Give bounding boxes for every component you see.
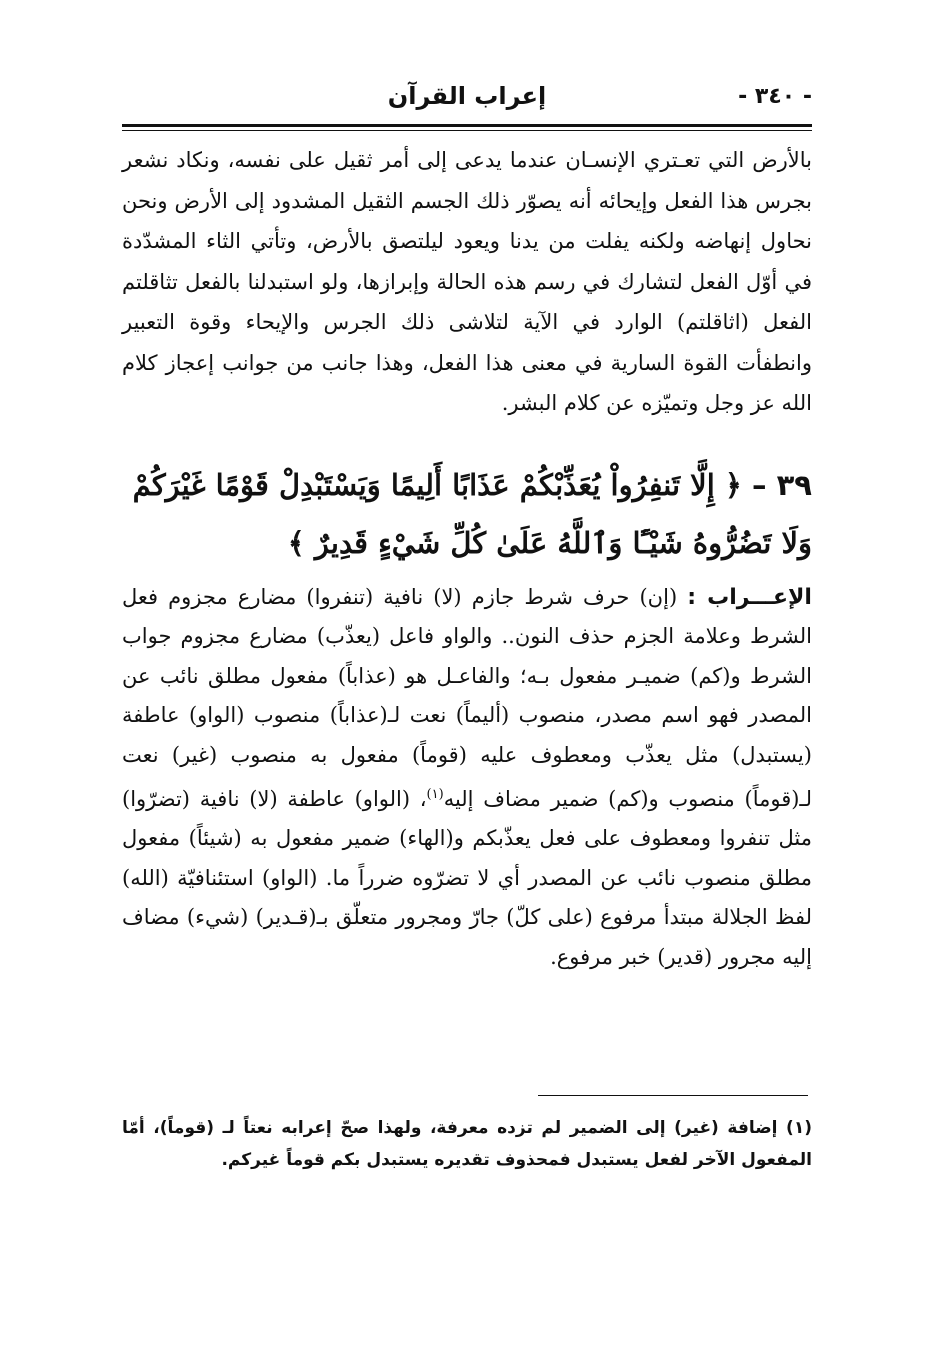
header-divider: [122, 124, 812, 127]
intro-paragraph: بالأرض التي تعـتري الإنسـان عندما يدعى إلى أمر ثقيل على نفسه، ونكاد نشعر بجرس هذا الفعل وإيحائه أنه يصوّر ذلك الجسم الثقيل المشدود إلى الأرض ونحن نحاول إنهاضه ولكنه يفلت من يدنا ويعود ليلتصق بالأرض، وتأتي الثاء المشدّدة في أوّل الفعل لتشارك في رسم هذه الحالة وإبرازها، ولو استبدلنا بالفعل تثاقلتم الفعل (اثاقلتم) الوارد في الآية لتلاشى ذلك الجرس والإيحاء وقوة التعبير وانطفأت القوة السارية في معنى هذا الفعل، وهذا جانب من جوانب إعجاز كلام الله عز وجل وتميّزه عن كلام البشر.: [122, 148, 812, 415]
irab-text: (إن) حرف شرط جازم (لا) نافية (تنفروا) مضارع مجزوم فعل الشرط وعلامة الجزم حذف النون.. والواو فاعل (يعذّب) مضارع مجزوم جواب الشرط و(كم) ضميـر مفعول بـه؛ والفاعـل هو (عذاباً) مفعول مطلق نائب عن المصدر فهو اسم مصدر، منصوب (أليماً) نعت لـ(عذاباً) منصوب (الواو) عاطفة (يستبدل) مثل يعذّب ومعطوف عليه (قوماً) مفعول به منصوب (غير) نعت لـ(قوماً) منصوب و(كم) ضمير مضاف إليه: [122, 585, 812, 812]
verse-number: ٣٩ –: [751, 468, 812, 502]
header-divider-thin: [122, 130, 812, 131]
verse-text: ﴿ إِلَّا تَنفِرُواْ يُعَذِّبْكُمْ عَذَابًا أَلِيمًا وَيَسْتَبْدِلْ قَوْمًا غَيْرَكُمْ وَلَا تَضُرُّوهُ شَيْـًٔا وَٱللَّهُ عَلَىٰ كُلِّ شَيْءٍ قَدِيرٌ ﴾: [132, 468, 812, 560]
footnote-divider: [538, 1095, 808, 1096]
irab-label: الإعـــراب :: [687, 585, 812, 610]
page-number: - ٣٤٠ -: [738, 84, 812, 109]
irab-text-continued: ، (الواو) عاطفة (لا) نافية (تضرّوا) مثل تنفروا ومعطوف على فعل يعذّبكم و(الهاء) ضمير مفعول به (شيئاً) مفعول مطلق منصوب نائب عن المصدر أي لا تضرّوه ضرراً ما. (الواو) استئنافيّة (الله) لفظ الجلالة مبتدأ مرفوع (على كلّ) جارّ ومجرور متعلّق بـ(قـدير) (شيء) مضاف إليه مجرور (قدير) خبر مرفوع.: [122, 787, 812, 969]
quran-verse: [122, 456, 812, 572]
page-header: [122, 74, 812, 122]
footnote: (١) إضافة (غير) إلى الضمير لم تزده معرفة، ولهذا صحّ إعرابه نعتاً لـ (قوماً)، أمّا المفعول الآخر لفعل يستبدل فمحذوف تقديره يستبدل بكم قوماً غيركم.: [122, 1118, 812, 1170]
irab-section: [122, 578, 812, 977]
footnote-reference[interactable]: (١): [426, 787, 444, 803]
page-title: إعراب القرآن: [387, 82, 547, 110]
